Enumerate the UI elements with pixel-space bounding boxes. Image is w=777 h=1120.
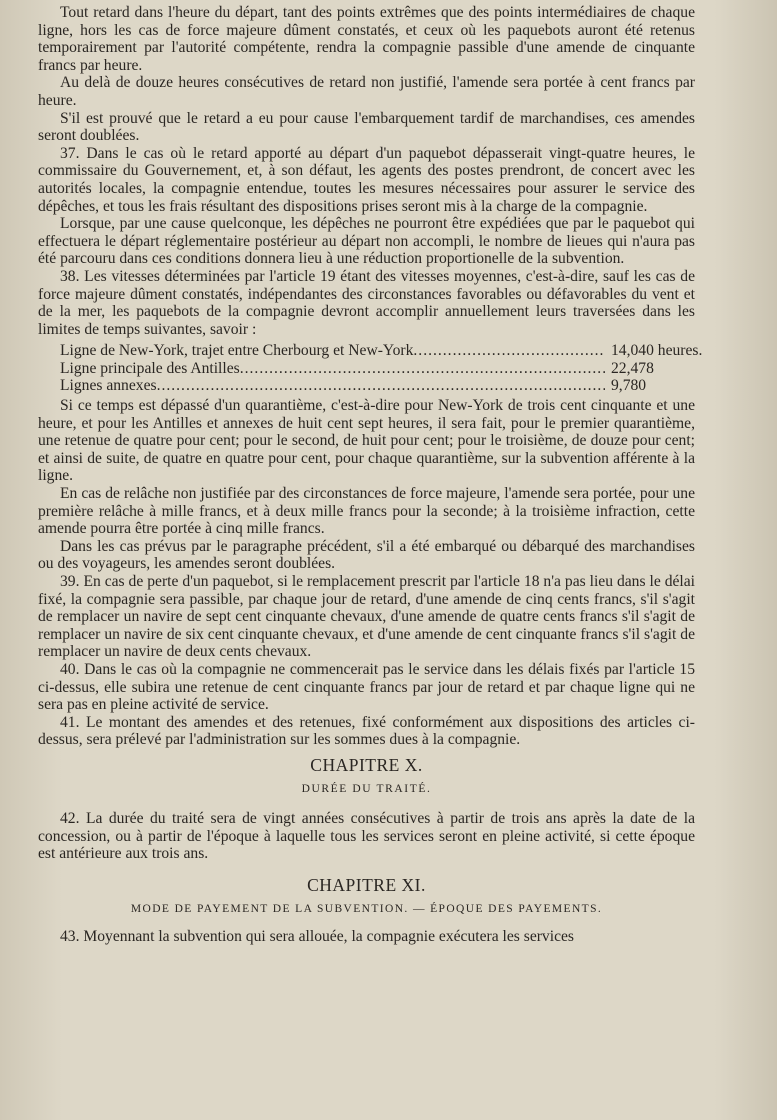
paragraph: Au delà de douze heures consécutives de retard non justifié, l'amende sera portée à cent francs par heure. [38, 74, 695, 109]
dot-leader [240, 360, 605, 378]
table-row [60, 377, 695, 395]
article-39: 39. En cas de perte d'un paquebot, si le remplacement prescrit par l'article 18 n'a pas lieu dans le délai fixé, la compagnie sera passible, par chaque jour de retard, d'une amende de cinq cents francs, s'il s'agit de remplacer un navire de sept cent cinquante chevaux, d'une amende de quatre cents francs s'il s'agit de remplacer un navire de six cent cinquante chevaux, et d'une amende de cent cinquante francs s'il s'agit de remplacer un navire de deux cents chevaux. [38, 573, 695, 661]
paragraph: En cas de relâche non justifiée par des circonstances de force majeure, l'amende sera portée, pour une première relâche à mille francs, et à deux mille francs pour la seconde; à la troisième infraction, cette amende pourra être portée à cinq mille francs. [38, 485, 695, 538]
paragraph: S'il est prouvé que le retard a eu pour cause l'embarquement tardif de marchandises, ces amendes seront doublées. [38, 109, 695, 145]
line-hours: 9,780 [611, 377, 647, 395]
chapter-subtitle: MODE DE PAYEMENT DE LA SUBVENTION. — ÉPOQUE DES PAYEMENTS. [130, 902, 603, 915]
article-41: 41. Le montant des amendes et des retenues, fixé conformément aux dispositions des articles ci-dessus, sera prélevé par l'administration sur les sommes dues à la compagnie. [38, 713, 695, 749]
paragraph: Dans les cas prévus par le paragraphe précédent, s'il a été embarqué ou débarqué des marchandises ou des voyageurs, les amendes seront doublées. [38, 537, 695, 573]
article-37: 37. Dans le cas où le retard apporté au départ d'un paquebot dépasserait vingt-quatre heures, le commissaire du Gouvernement, et, à son défaut, les agents des postes prendront, de concert avec les autorités locales, la compagnie entendue, toutes les mesures nécessaires pour assurer le service des dépêches, et tous les frais résultant des dispositions prises seront mis à la charge de la compagnie. [38, 144, 695, 215]
table-row [60, 360, 695, 378]
article-42: 42. La durée du traité sera de vingt années consécutives à partir de trois ans après la date de la concession, ou à partir de l'époque à laquelle tous les services seront en pleine activité, si cette époque est antérieure aux trois ans. [38, 810, 695, 863]
line-name: Ligne de New-York, trajet entre Cherbourg et New-York [60, 342, 414, 360]
paragraph: Lorsque, par une cause quelconque, les dépêches ne pourront être expédiées que par le paquebot qui effectuera le départ réglementaire postérieur au départ non accompli, le nombre de lieues qui n'aura pas été parcouru dans ces conditions donnera lieu à une réduction proportionelle de la subvention. [38, 215, 695, 268]
dot-leader [157, 377, 605, 395]
article-40: 40. Dans le cas où la compagnie ne commencerait pas le service dans les délais fixés par l'article 15 ci-dessus, elle subira une retenue de cent cinquante francs par jour de retard et par chaque ligne qui ne sera pas en pleine activité de service. [38, 660, 695, 714]
dot-leader [413, 342, 605, 360]
article-38: 38. Les vitesses déterminées par l'article 19 étant des vitesses moyennes, c'est-à-dire, sauf les cas de force majeure dûment constatés, indépendantes des circonstances favorables ou défavorables du vent et de la mer, les paquebots de la compagnie devront accomplir annuellement leurs traversées dans les limites de temps suivantes, savoir : [38, 267, 695, 338]
chapter-heading: CHAPITRE X. [310, 754, 423, 775]
paragraph: Si ce temps est dépassé d'un quarantième, c'est-à-dire pour New-York de trois cent cinquante et une heure, et pour les Antilles et annexes de huit cent sept heures, il sera fait, pour le premier quarantième, une retenue de quatre pour cent; pour le second, de huit pour cent; pour le troisième, de douze pour cent; et ainsi de suite, de quatre en quatre pour cent, pour chaque quarantième, sur la subvention afférente à la ligne. [38, 397, 695, 485]
chapter-subtitle: DURÉE DU TRAITÉ. [301, 782, 432, 795]
chapter-heading: CHAPITRE XI. [307, 874, 426, 895]
line-hours: 22,478 [611, 359, 654, 377]
travel-times-table [38, 342, 703, 395]
paragraph: Tout retard dans l'heure du départ, tant des points extrêmes que des points intermédiaires de chaque ligne, hors les cas de force majeure dûment constatés, et ceux où les paquebots auront été retenus temporairement par l'autorité compétente, rendra la compagnie passible d'une amende de cinquante francs par heure. [38, 4, 695, 74]
article-43: 43. Moyennant la subvention qui sera allouée, la compagnie exécutera les services [60, 928, 574, 946]
table-row [60, 342, 703, 360]
line-name: Ligne principale des Antilles [60, 359, 240, 377]
line-hours: 14,040 heures. [611, 342, 703, 360]
body-text [38, 4, 703, 946]
line-name: Lignes annexes [60, 377, 157, 395]
